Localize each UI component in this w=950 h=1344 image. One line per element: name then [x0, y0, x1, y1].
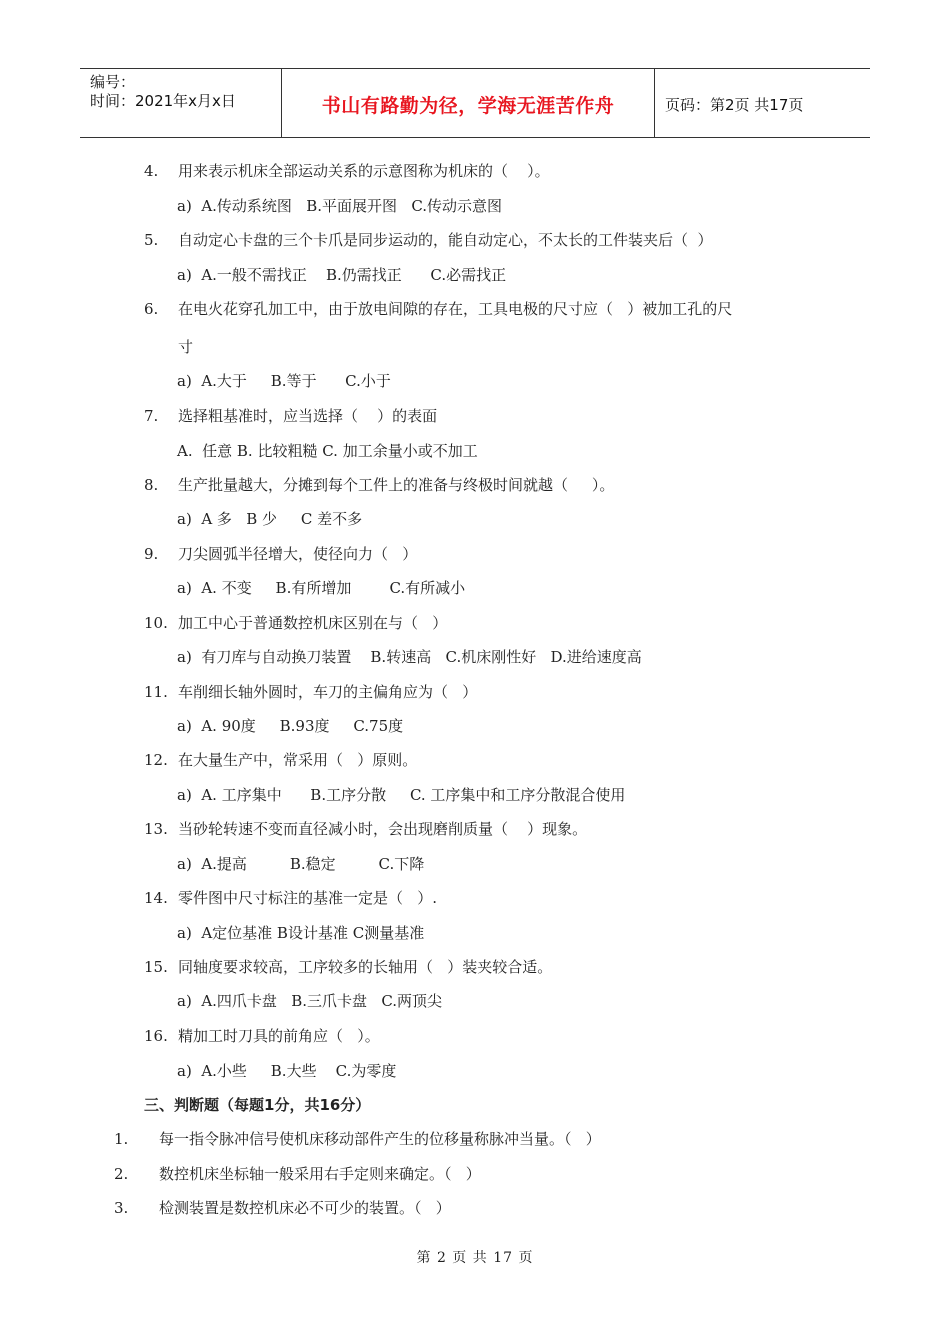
motto: 书山有路勤为径，学海无涯苦作舟 — [321, 95, 615, 117]
question-number: 13. — [144, 820, 168, 838]
question-text: 选择粗基准时，应当选择（ ）的表面 — [178, 407, 438, 425]
question-text: 当砂轮转速不变而直径减小时，会出现磨削质量（ ）现象。 — [178, 820, 588, 838]
question-text: 在电火花穿孔加工中，由于放电间隙的存在，工具电极的尺寸应（ ）被加工孔的尺 — [178, 300, 733, 318]
question-options: a) A定位基准 B设计基准 C测量基准 — [177, 924, 425, 942]
question-options: a) A.小些 B.大些 C.为零度 — [177, 1062, 397, 1080]
question-options: a) A. 90度 B.93度 C.75度 — [177, 717, 404, 735]
question-options: a) A.大于 B.等于 C.小于 — [177, 372, 391, 390]
question-text-continued: 寸 — [178, 338, 194, 356]
page-header — [80, 68, 870, 138]
question-number: 8. — [144, 476, 159, 494]
question-text: 精加工时刀具的前角应（ ）。 — [178, 1027, 380, 1045]
page-footer: 第 2 页 共 17 页 — [416, 1250, 534, 1266]
question-text: 用来表示机床全部运动关系的示意图称为机床的（ ）。 — [178, 162, 550, 180]
question-text: 自动定心卡盘的三个卡爪是同步运动的，能自动定心，不太长的工件装夹后（ ） — [178, 231, 713, 249]
question-text: 刀尖圆弧半径增大，使径向力（ ） — [178, 545, 418, 563]
question-number: 6. — [144, 300, 159, 318]
item-text: 数控机床坐标轴一般采用右手定则来确定。（ ） — [159, 1165, 481, 1183]
question-options: a) A.四爪卡盘 B.三爪卡盘 C.两顶尖 — [177, 992, 443, 1010]
item-number: 3. — [114, 1199, 129, 1217]
time-label: 时间：2021年x月x日 — [90, 92, 236, 110]
section-title: 三、判断题（每题1分，共16分） — [144, 1096, 371, 1114]
question-number: 10. — [144, 614, 168, 632]
question-text: 生产批量越大，分摊到每个工件上的准备与终极时间就越（ ）。 — [178, 476, 615, 494]
question-options: a) A. 不变 B.有所增加 C.有所减小 — [177, 579, 466, 597]
question-options: a) A.一般不需找正 B.仍需找正 C.必需找正 — [177, 266, 507, 284]
question-options: a) A.传动系统图 B.平面展开图 C.传动示意图 — [177, 197, 503, 215]
question-options: A. 任意 B. 比较粗糙 C. 加工余量小或不加工 — [177, 442, 478, 460]
question-options: a) A 多 B 少 C 差不多 — [177, 510, 363, 528]
question-text: 同轴度要求较高，工序较多的长轴用（ ）装夹较合适。 — [178, 958, 553, 976]
question-text: 加工中心于普通数控机床区别在与（ ） — [178, 614, 448, 632]
header-left — [90, 73, 236, 111]
question-options: a) A. 工序集中 B.工序分散 C. 工序集中和工序分散混合使用 — [177, 786, 626, 804]
question-options: a) A.提高 B.稳定 C.下降 — [177, 855, 425, 873]
question-number: 16. — [144, 1027, 168, 1045]
number-label: 编号： — [90, 73, 136, 91]
question-number: 5. — [144, 231, 159, 249]
item-text: 检测装置是数控机床必不可少的装置。（ ） — [159, 1199, 451, 1217]
question-text: 车削细长轴外圆时，车刀的主偏角应为（ ） — [178, 683, 478, 701]
question-text: 在大量生产中，常采用（ ）原则。 — [178, 751, 418, 769]
question-number: 7. — [144, 407, 159, 425]
question-number: 4. — [144, 162, 159, 180]
header-divider — [654, 69, 655, 137]
question-number: 9. — [144, 545, 159, 563]
question-number: 15. — [144, 958, 168, 976]
question-options: a) 有刀库与自动换刀装置 B.转速高 C.机床刚性好 D.进给速度高 — [177, 648, 642, 666]
item-text: 每一指令脉冲信号使机床移动部件产生的位移量称脉冲当量。（ ） — [159, 1130, 601, 1148]
question-number: 12. — [144, 751, 168, 769]
question-number: 14. — [144, 889, 168, 907]
question-text: 零件图中尺寸标注的基准一定是（ ）. — [178, 889, 438, 907]
item-number: 2. — [114, 1165, 129, 1183]
question-number: 11. — [144, 683, 168, 701]
page-info: 页码：第2页 共17页 — [665, 96, 804, 114]
item-number: 1. — [114, 1130, 129, 1148]
